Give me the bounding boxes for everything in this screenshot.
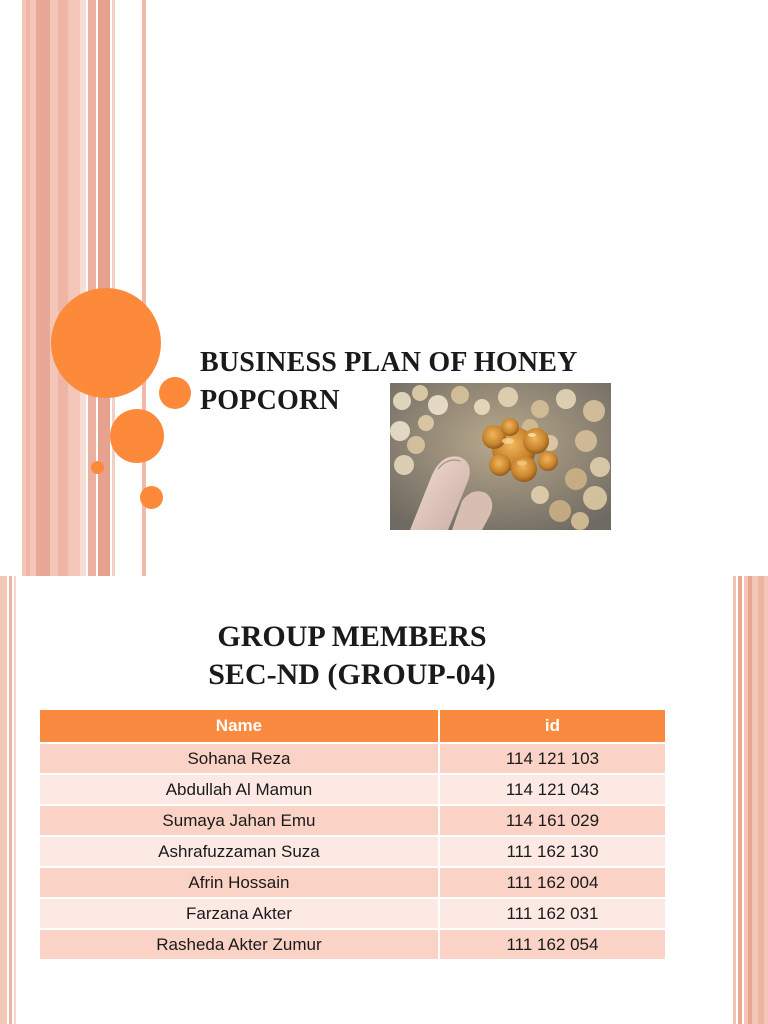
member-id: 111 162 004 [439, 867, 665, 898]
decorative-stripe [80, 0, 86, 576]
decorative-circle [159, 377, 191, 409]
group-members-table [40, 710, 665, 961]
column-header-id: id [439, 710, 665, 743]
member-name: Sohana Reza [40, 743, 439, 774]
decorative-stripe [22, 0, 80, 576]
honey-popcorn-photo [390, 383, 611, 530]
table-row [40, 805, 665, 836]
table-row [40, 867, 665, 898]
table-row [40, 836, 665, 867]
member-name: Ashrafuzzaman Suza [40, 836, 439, 867]
table-row [40, 929, 665, 960]
member-name: Farzana Akter [40, 898, 439, 929]
table-row [40, 743, 665, 774]
title-line-1: BUSINESS PLAN OF HONEY [200, 347, 578, 378]
decorative-circle [91, 461, 104, 474]
member-name: Rasheda Akter Zumur [40, 929, 439, 960]
member-id: 114 121 103 [439, 743, 665, 774]
group-members-slide [0, 576, 768, 1024]
member-id: 114 161 029 [439, 805, 665, 836]
decorative-stripe [26, 0, 30, 576]
member-id: 111 162 130 [439, 836, 665, 867]
decorative-stripe [36, 0, 50, 576]
table-row [40, 774, 665, 805]
member-name: Afrin Hossain [40, 867, 439, 898]
column-header-name: Name [40, 710, 439, 743]
member-id: 111 162 054 [439, 929, 665, 960]
member-id: 111 162 031 [439, 898, 665, 929]
member-name: Abdullah Al Mamun [40, 774, 439, 805]
decorative-stripe [748, 576, 752, 1024]
decorative-circle [110, 409, 164, 463]
decorative-stripe [738, 576, 742, 1024]
decorative-stripe [733, 576, 736, 1024]
decorative-circle [51, 288, 161, 398]
decorative-stripe [58, 0, 68, 576]
slide-heading-line-2: SEC-ND (GROUP-04) [208, 658, 496, 691]
table-row [40, 898, 665, 929]
table-header-row [40, 710, 665, 743]
title-line-2: POPCORN [200, 385, 340, 416]
slide-heading-line-1: GROUP MEMBERS [217, 620, 487, 653]
decorative-stripe [758, 576, 764, 1024]
member-id: 114 121 043 [439, 774, 665, 805]
member-name: Sumaya Jahan Emu [40, 805, 439, 836]
decorative-circle [140, 486, 163, 509]
